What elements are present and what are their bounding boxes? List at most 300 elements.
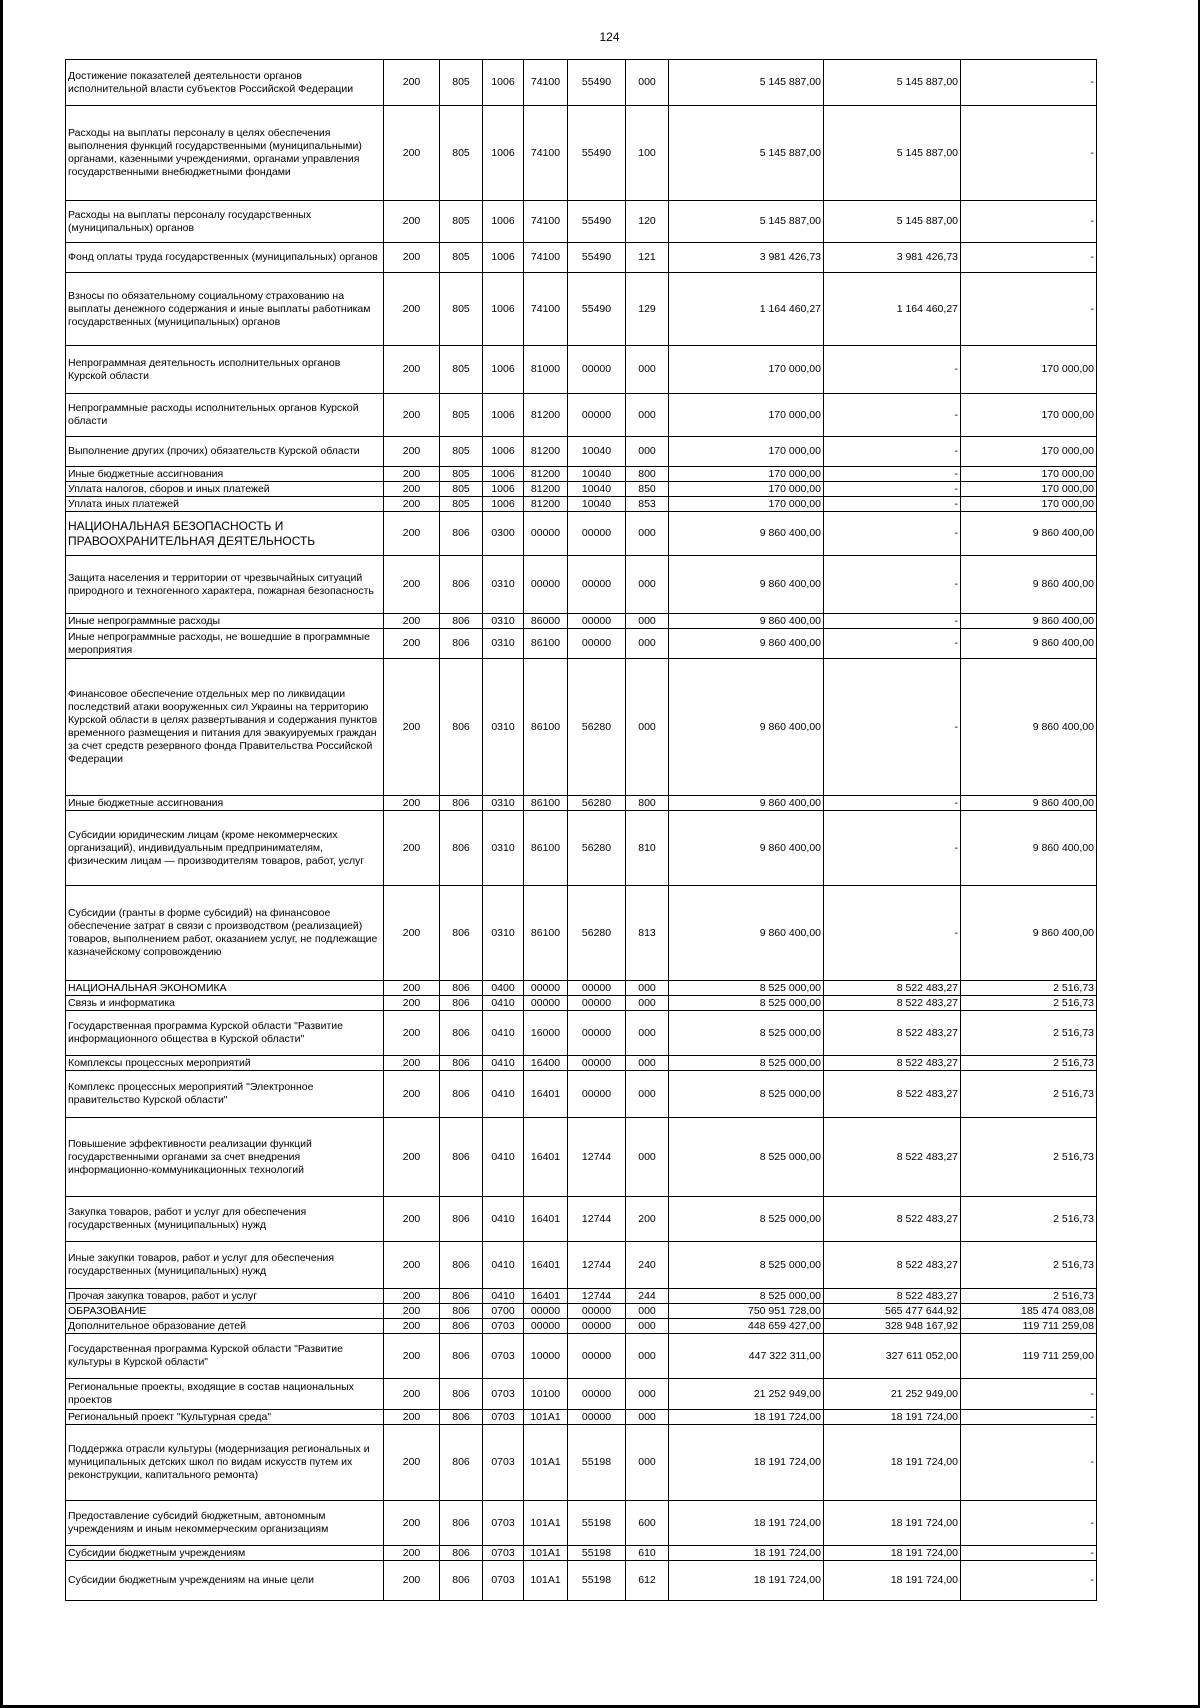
expense-type-code: 000 <box>626 629 669 659</box>
section-code: 806 <box>440 1118 483 1197</box>
executed-amount: 18 191 724,00 <box>824 1561 961 1601</box>
expense-type-code: 810 <box>626 811 669 886</box>
subsection-code: 0310 <box>483 556 524 614</box>
ministry-code: 200 <box>384 614 440 629</box>
approved-amount: 1 164 460,27 <box>669 273 824 346</box>
section-code: 806 <box>440 1242 483 1289</box>
expense-type-code: 000 <box>626 346 669 394</box>
ministry-code: 200 <box>384 346 440 394</box>
target-article-code: 16401 <box>524 1071 568 1118</box>
row-description: Иные бюджетные ассигнования <box>66 796 384 811</box>
subsection-code: 1006 <box>483 497 524 512</box>
table-row <box>66 1118 1097 1197</box>
unexecuted-amount: 2 516,73 <box>961 1071 1097 1118</box>
row-description: Субсидии (гранты в форме субсидий) на финансовое обеспечение затрат в связи с производством (реализацией) товаров, выполнением работ, оказанием услуг, не подлежащие казначейскому сопровождению <box>66 886 384 981</box>
table-row <box>66 1242 1097 1289</box>
row-description: Достижение показателей деятельности органов исполнительной власти субъектов Российской Федерации <box>66 60 384 106</box>
ministry-code: 200 <box>384 1289 440 1304</box>
executed-amount: - <box>824 346 961 394</box>
executed-amount: 8 522 483,27 <box>824 1071 961 1118</box>
target-article-code: 16401 <box>524 1289 568 1304</box>
table-row <box>66 106 1097 201</box>
target-direction-code: 55198 <box>568 1501 626 1546</box>
unexecuted-amount: - <box>961 243 1097 273</box>
target-article-code: 16401 <box>524 1242 568 1289</box>
unexecuted-amount: 2 516,73 <box>961 981 1097 996</box>
target-direction-code: 00000 <box>568 1319 626 1334</box>
executed-amount: - <box>824 394 961 437</box>
target-article-code: 101A1 <box>524 1501 568 1546</box>
unexecuted-amount: 119 711 259,00 <box>961 1334 1097 1379</box>
target-direction-code: 10040 <box>568 497 626 512</box>
target-article-code: 00000 <box>524 981 568 996</box>
unexecuted-amount: - <box>961 1379 1097 1410</box>
expense-type-code: 000 <box>626 1011 669 1056</box>
target-direction-code: 00000 <box>568 614 626 629</box>
ministry-code: 200 <box>384 1242 440 1289</box>
subsection-code: 1006 <box>483 60 524 106</box>
section-code: 806 <box>440 659 483 796</box>
executed-amount: - <box>824 629 961 659</box>
approved-amount: 5 145 887,00 <box>669 60 824 106</box>
subsection-code: 1006 <box>483 243 524 273</box>
expense-type-code: 100 <box>626 106 669 201</box>
ministry-code: 200 <box>384 811 440 886</box>
executed-amount: - <box>824 796 961 811</box>
subsection-code: 0410 <box>483 996 524 1011</box>
section-code: 806 <box>440 1425 483 1501</box>
expense-type-code: 000 <box>626 1410 669 1425</box>
section-code: 806 <box>440 1501 483 1546</box>
table-row <box>66 497 1097 512</box>
table-row <box>66 243 1097 273</box>
unexecuted-amount: 9 860 400,00 <box>961 629 1097 659</box>
approved-amount: 8 525 000,00 <box>669 1056 824 1071</box>
page-number: 124 <box>599 30 620 44</box>
section-code: 806 <box>440 1546 483 1561</box>
target-direction-code: 00000 <box>568 346 626 394</box>
unexecuted-amount: - <box>961 1410 1097 1425</box>
expense-type-code: 610 <box>626 1546 669 1561</box>
target-article-code: 86100 <box>524 886 568 981</box>
unexecuted-amount: 9 860 400,00 <box>961 614 1097 629</box>
expense-type-code: 000 <box>626 996 669 1011</box>
section-code: 805 <box>440 273 483 346</box>
approved-amount: 8 525 000,00 <box>669 1118 824 1197</box>
unexecuted-amount: 9 860 400,00 <box>961 811 1097 886</box>
approved-amount: 447 322 311,00 <box>669 1334 824 1379</box>
ministry-code: 200 <box>384 60 440 106</box>
section-code: 805 <box>440 482 483 497</box>
expense-type-code: 612 <box>626 1561 669 1601</box>
target-article-code: 86100 <box>524 629 568 659</box>
budget-table-body <box>66 60 1097 1601</box>
approved-amount: 9 860 400,00 <box>669 886 824 981</box>
unexecuted-amount: 2 516,73 <box>961 1118 1097 1197</box>
section-code: 806 <box>440 556 483 614</box>
target-direction-code: 55490 <box>568 106 626 201</box>
executed-amount: 327 611 052,00 <box>824 1334 961 1379</box>
executed-amount: - <box>824 467 961 482</box>
target-article-code: 101A1 <box>524 1546 568 1561</box>
ministry-code: 200 <box>384 497 440 512</box>
approved-amount: 170 000,00 <box>669 467 824 482</box>
target-direction-code: 56280 <box>568 659 626 796</box>
subsection-code: 0410 <box>483 1071 524 1118</box>
ministry-code: 200 <box>384 106 440 201</box>
target-direction-code: 56280 <box>568 811 626 886</box>
section-code: 806 <box>440 981 483 996</box>
target-article-code: 81200 <box>524 497 568 512</box>
unexecuted-amount: 2 516,73 <box>961 1011 1097 1056</box>
approved-amount: 9 860 400,00 <box>669 629 824 659</box>
approved-amount: 8 525 000,00 <box>669 1289 824 1304</box>
executed-amount: - <box>824 437 961 467</box>
subsection-code: 1006 <box>483 467 524 482</box>
ministry-code: 200 <box>384 1501 440 1546</box>
expense-type-code: 000 <box>626 981 669 996</box>
table-row <box>66 981 1097 996</box>
subsection-code: 1006 <box>483 482 524 497</box>
table-row <box>66 556 1097 614</box>
row-description: Уплата иных платежей <box>66 497 384 512</box>
target-article-code: 10100 <box>524 1379 568 1410</box>
approved-amount: 18 191 724,00 <box>669 1425 824 1501</box>
target-article-code: 16000 <box>524 1011 568 1056</box>
subsection-code: 0410 <box>483 1197 524 1242</box>
section-code: 806 <box>440 1304 483 1319</box>
target-direction-code: 00000 <box>568 1071 626 1118</box>
unexecuted-amount: 9 860 400,00 <box>961 659 1097 796</box>
target-direction-code: 55490 <box>568 273 626 346</box>
ministry-code: 200 <box>384 1425 440 1501</box>
section-code: 806 <box>440 1071 483 1118</box>
approved-amount: 8 525 000,00 <box>669 1197 824 1242</box>
executed-amount: 5 145 887,00 <box>824 106 961 201</box>
approved-amount: 8 525 000,00 <box>669 1071 824 1118</box>
executed-amount: 8 522 483,27 <box>824 1242 961 1289</box>
approved-amount: 8 525 000,00 <box>669 981 824 996</box>
row-description: Иные непрограммные расходы, не вошедшие в программные мероприятия <box>66 629 384 659</box>
approved-amount: 8 525 000,00 <box>669 1242 824 1289</box>
executed-amount: 1 164 460,27 <box>824 273 961 346</box>
unexecuted-amount: - <box>961 1425 1097 1501</box>
executed-amount: 8 522 483,27 <box>824 1197 961 1242</box>
row-description: Финансовое обеспечение отдельных мер по ликвидации последствий атаки вооруженных сил Украины на территорию Курской области в целях развертывания и содержания пунктов временного размещения и питания для эвакуируемых граждан за счет средств резервного фонда Правительства Российской Федерации <box>66 659 384 796</box>
subsection-code: 0703 <box>483 1319 524 1334</box>
section-code: 806 <box>440 1319 483 1334</box>
target-article-code: 81000 <box>524 346 568 394</box>
expense-type-code: 121 <box>626 243 669 273</box>
table-row <box>66 1561 1097 1601</box>
target-direction-code: 00000 <box>568 1304 626 1319</box>
approved-amount: 170 000,00 <box>669 346 824 394</box>
unexecuted-amount: - <box>961 201 1097 243</box>
row-description: Непрограммные расходы исполнительных органов Курской области <box>66 394 384 437</box>
target-direction-code: 55490 <box>568 60 626 106</box>
table-row <box>66 1546 1097 1561</box>
row-description: Комплекс процессных мероприятий "Электронное правительство Курской области" <box>66 1071 384 1118</box>
ministry-code: 200 <box>384 629 440 659</box>
unexecuted-amount: 170 000,00 <box>961 394 1097 437</box>
ministry-code: 200 <box>384 1011 440 1056</box>
target-direction-code: 12744 <box>568 1118 626 1197</box>
section-code: 806 <box>440 512 483 556</box>
executed-amount: 18 191 724,00 <box>824 1410 961 1425</box>
section-code: 806 <box>440 1289 483 1304</box>
subsection-code: 0703 <box>483 1561 524 1601</box>
table-row <box>66 1334 1097 1379</box>
subsection-code: 0310 <box>483 659 524 796</box>
subsection-code: 0410 <box>483 1289 524 1304</box>
target-direction-code: 12744 <box>568 1197 626 1242</box>
target-direction-code: 55198 <box>568 1561 626 1601</box>
target-direction-code: 56280 <box>568 796 626 811</box>
target-direction-code: 10040 <box>568 482 626 497</box>
subsection-code: 0703 <box>483 1425 524 1501</box>
unexecuted-amount: 185 474 083,08 <box>961 1304 1097 1319</box>
executed-amount: - <box>824 482 961 497</box>
ministry-code: 200 <box>384 1561 440 1601</box>
target-direction-code: 55198 <box>568 1425 626 1501</box>
subsection-code: 0703 <box>483 1410 524 1425</box>
row-description: Фонд оплаты труда государственных (муниципальных) органов <box>66 243 384 273</box>
subsection-code: 0310 <box>483 796 524 811</box>
subsection-code: 0400 <box>483 981 524 996</box>
section-code: 806 <box>440 1197 483 1242</box>
subsection-code: 0310 <box>483 614 524 629</box>
section-code: 805 <box>440 243 483 273</box>
unexecuted-amount: 170 000,00 <box>961 437 1097 467</box>
table-row <box>66 1197 1097 1242</box>
unexecuted-amount: 2 516,73 <box>961 996 1097 1011</box>
approved-amount: 9 860 400,00 <box>669 796 824 811</box>
section-code: 805 <box>440 394 483 437</box>
target-article-code: 74100 <box>524 106 568 201</box>
approved-amount: 8 525 000,00 <box>669 996 824 1011</box>
unexecuted-amount: - <box>961 60 1097 106</box>
approved-amount: 170 000,00 <box>669 497 824 512</box>
approved-amount: 170 000,00 <box>669 394 824 437</box>
table-row <box>66 614 1097 629</box>
executed-amount: - <box>824 886 961 981</box>
approved-amount: 448 659 427,00 <box>669 1319 824 1334</box>
target-article-code: 101A1 <box>524 1561 568 1601</box>
section-code: 805 <box>440 201 483 243</box>
row-description: Субсидии юридическим лицам (кроме некоммерческих организаций), индивидуальным предпринимателям, физическим лицам — производителям товаров, работ, услуг <box>66 811 384 886</box>
table-row <box>66 886 1097 981</box>
unexecuted-amount: - <box>961 1501 1097 1546</box>
approved-amount: 170 000,00 <box>669 482 824 497</box>
unexecuted-amount: 2 516,73 <box>961 1056 1097 1071</box>
table-row <box>66 467 1097 482</box>
row-description: Повышение эффективности реализации функций государственными органами за счет внедрения информационно-коммуникационных технологий <box>66 1118 384 1197</box>
approved-amount: 3 981 426,73 <box>669 243 824 273</box>
row-description: Прочая закупка товаров, работ и услуг <box>66 1289 384 1304</box>
table-row <box>66 60 1097 106</box>
target-article-code: 16401 <box>524 1118 568 1197</box>
section-code: 806 <box>440 614 483 629</box>
unexecuted-amount: 9 860 400,00 <box>961 512 1097 556</box>
subsection-code: 1006 <box>483 346 524 394</box>
executed-amount: - <box>824 614 961 629</box>
subsection-code: 0310 <box>483 811 524 886</box>
expense-type-code: 850 <box>626 482 669 497</box>
executed-amount: 565 477 644,92 <box>824 1304 961 1319</box>
ministry-code: 200 <box>384 273 440 346</box>
approved-amount: 8 525 000,00 <box>669 1011 824 1056</box>
row-description: Государственная программа Курской области "Развитие информационного общества в Курской области" <box>66 1011 384 1056</box>
target-article-code: 74100 <box>524 201 568 243</box>
expense-type-code: 000 <box>626 659 669 796</box>
table-row <box>66 659 1097 796</box>
expense-type-code: 000 <box>626 1071 669 1118</box>
subsection-code: 0410 <box>483 1242 524 1289</box>
target-direction-code: 00000 <box>568 1334 626 1379</box>
table-row <box>66 512 1097 556</box>
table-row <box>66 482 1097 497</box>
section-code: 806 <box>440 811 483 886</box>
target-article-code: 81200 <box>524 394 568 437</box>
scan-edge-left <box>0 0 3 1708</box>
ministry-code: 200 <box>384 482 440 497</box>
target-direction-code: 00000 <box>568 981 626 996</box>
table-row <box>66 1319 1097 1334</box>
subsection-code: 0700 <box>483 1304 524 1319</box>
ministry-code: 200 <box>384 394 440 437</box>
unexecuted-amount: - <box>961 1561 1097 1601</box>
ministry-code: 200 <box>384 996 440 1011</box>
target-article-code: 16401 <box>524 1197 568 1242</box>
target-direction-code: 00000 <box>568 512 626 556</box>
unexecuted-amount: 2 516,73 <box>961 1197 1097 1242</box>
target-article-code: 16400 <box>524 1056 568 1071</box>
target-direction-code: 00000 <box>568 1011 626 1056</box>
target-article-code: 86100 <box>524 796 568 811</box>
target-direction-code: 00000 <box>568 556 626 614</box>
target-article-code: 00000 <box>524 1319 568 1334</box>
expense-type-code: 000 <box>626 556 669 614</box>
table-row <box>66 1410 1097 1425</box>
target-article-code: 86100 <box>524 811 568 886</box>
table-row <box>66 996 1097 1011</box>
subsection-code: 0410 <box>483 1118 524 1197</box>
executed-amount: 8 522 483,27 <box>824 981 961 996</box>
executed-amount: 5 145 887,00 <box>824 201 961 243</box>
target-direction-code: 10040 <box>568 437 626 467</box>
unexecuted-amount: 9 860 400,00 <box>961 886 1097 981</box>
target-direction-code: 00000 <box>568 1410 626 1425</box>
approved-amount: 9 860 400,00 <box>669 614 824 629</box>
approved-amount: 5 145 887,00 <box>669 106 824 201</box>
row-description: Комплексы процессных мероприятий <box>66 1056 384 1071</box>
expense-type-code: 800 <box>626 467 669 482</box>
approved-amount: 18 191 724,00 <box>669 1501 824 1546</box>
ministry-code: 200 <box>384 201 440 243</box>
section-code: 806 <box>440 1334 483 1379</box>
section-code: 805 <box>440 106 483 201</box>
ministry-code: 200 <box>384 1546 440 1561</box>
ministry-code: 200 <box>384 512 440 556</box>
table-row <box>66 1501 1097 1546</box>
ministry-code: 200 <box>384 1379 440 1410</box>
target-direction-code: 56280 <box>568 886 626 981</box>
ministry-code: 200 <box>384 981 440 996</box>
row-description: Иные бюджетные ассигнования <box>66 467 384 482</box>
subsection-code: 0410 <box>483 1011 524 1056</box>
section-code: 806 <box>440 1379 483 1410</box>
ministry-code: 200 <box>384 1071 440 1118</box>
unexecuted-amount: 170 000,00 <box>961 497 1097 512</box>
target-direction-code: 00000 <box>568 1056 626 1071</box>
target-article-code: 00000 <box>524 512 568 556</box>
section-code: 806 <box>440 1056 483 1071</box>
ministry-code: 200 <box>384 437 440 467</box>
unexecuted-amount: 119 711 259,08 <box>961 1319 1097 1334</box>
executed-amount: 5 145 887,00 <box>824 60 961 106</box>
section-code: 806 <box>440 1011 483 1056</box>
approved-amount: 750 951 728,00 <box>669 1304 824 1319</box>
target-article-code: 101A1 <box>524 1410 568 1425</box>
row-description: НАЦИОНАЛЬНАЯ ЭКОНОМИКА <box>66 981 384 996</box>
unexecuted-amount: 170 000,00 <box>961 346 1097 394</box>
expense-type-code: 200 <box>626 1197 669 1242</box>
target-article-code: 00000 <box>524 1304 568 1319</box>
expense-type-code: 000 <box>626 1334 669 1379</box>
section-code: 806 <box>440 629 483 659</box>
section-code: 806 <box>440 796 483 811</box>
approved-amount: 18 191 724,00 <box>669 1546 824 1561</box>
section-code: 806 <box>440 886 483 981</box>
unexecuted-amount: - <box>961 106 1097 201</box>
row-description: Защита населения и территории от чрезвычайных ситуаций природного и техногенного характера, пожарная безопасность <box>66 556 384 614</box>
approved-amount: 9 860 400,00 <box>669 659 824 796</box>
row-description: Иные непрограммные расходы <box>66 614 384 629</box>
target-article-code: 00000 <box>524 996 568 1011</box>
row-description: Региональный проект "Культурная среда" <box>66 1410 384 1425</box>
approved-amount: 21 252 949,00 <box>669 1379 824 1410</box>
subsection-code: 1006 <box>483 437 524 467</box>
unexecuted-amount: - <box>961 273 1097 346</box>
table-row <box>66 629 1097 659</box>
target-direction-code: 00000 <box>568 394 626 437</box>
row-description: Расходы на выплаты персоналу государственных (муниципальных) органов <box>66 201 384 243</box>
executed-amount: - <box>824 556 961 614</box>
approved-amount: 9 860 400,00 <box>669 512 824 556</box>
section-code: 805 <box>440 497 483 512</box>
unexecuted-amount: 170 000,00 <box>961 482 1097 497</box>
row-description: НАЦИОНАЛЬНАЯ БЕЗОПАСНОСТЬ И ПРАВООХРАНИТЕЛЬНАЯ ДЕЯТЕЛЬНОСТЬ <box>66 512 384 556</box>
ministry-code: 200 <box>384 1197 440 1242</box>
subsection-code: 0703 <box>483 1334 524 1379</box>
unexecuted-amount: - <box>961 1546 1097 1561</box>
executed-amount: - <box>824 659 961 796</box>
section-code: 805 <box>440 346 483 394</box>
ministry-code: 200 <box>384 796 440 811</box>
expense-type-code: 000 <box>626 1425 669 1501</box>
ministry-code: 200 <box>384 243 440 273</box>
executed-amount: 8 522 483,27 <box>824 1056 961 1071</box>
table-row <box>66 346 1097 394</box>
executed-amount: 328 948 167,92 <box>824 1319 961 1334</box>
target-article-code: 74100 <box>524 60 568 106</box>
row-description: Субсидии бюджетным учреждениям на иные цели <box>66 1561 384 1601</box>
target-direction-code: 00000 <box>568 996 626 1011</box>
ministry-code: 200 <box>384 1118 440 1197</box>
subsection-code: 1006 <box>483 273 524 346</box>
table-row <box>66 1304 1097 1319</box>
row-description: Связь и информатика <box>66 996 384 1011</box>
